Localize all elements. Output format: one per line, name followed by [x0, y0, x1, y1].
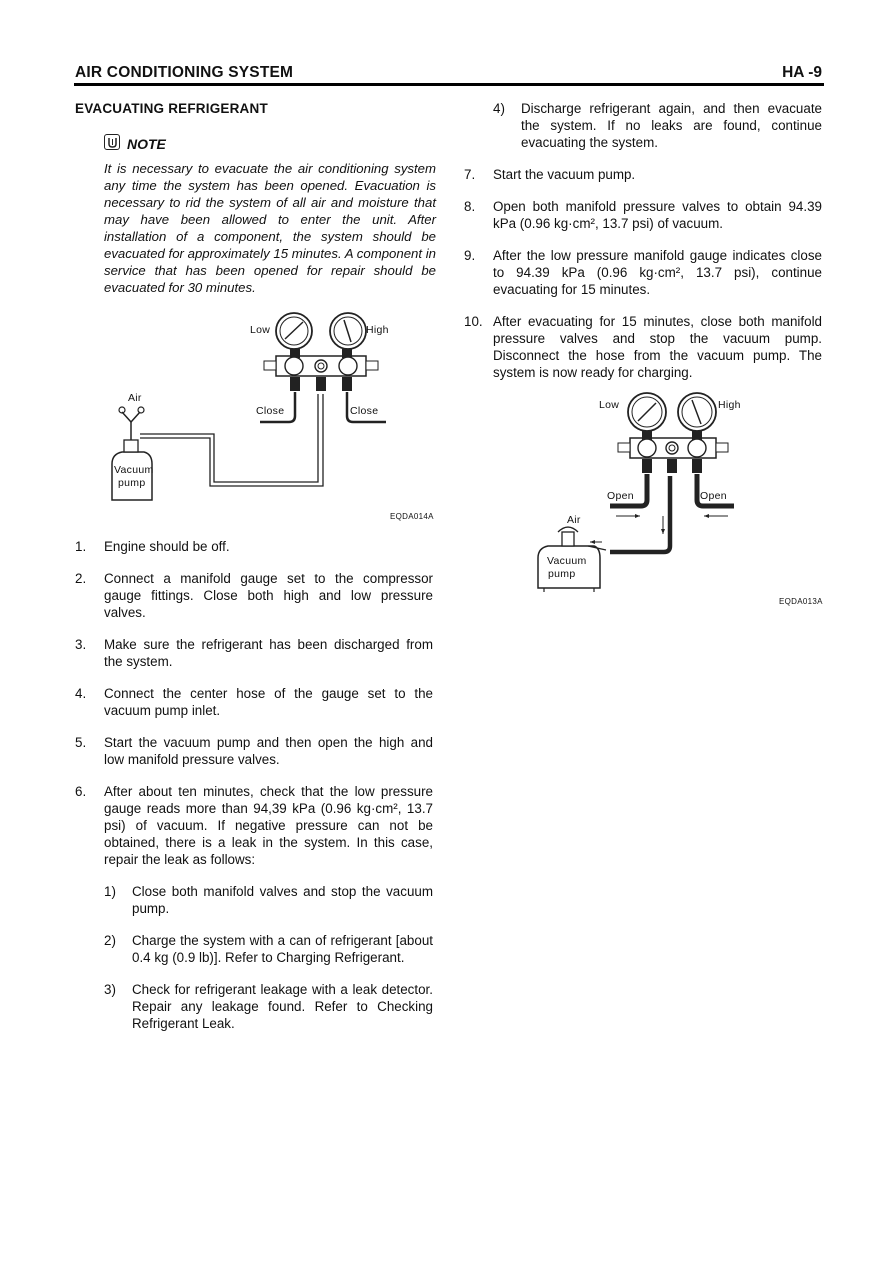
substep-text: Close both manifold valves and stop the vacuum pump.: [132, 884, 433, 916]
list-item: [464, 198, 822, 232]
step-text: After evacuating for 15 minutes, close both manifold pressure valves and stop the vacuum pump. Disconnect the hose from the vacuum pump. The system is now ready for charging.: [493, 314, 822, 380]
vacuum-pump-label-2: pump: [118, 477, 146, 489]
header-rule: [74, 83, 824, 86]
manifold-closed-diagram: [104, 304, 444, 522]
list-item: [464, 166, 822, 183]
list-item: [104, 883, 433, 917]
step-number: 1.: [75, 539, 87, 554]
vacuum-pump-label: Vacuum: [547, 555, 587, 567]
list-item: [75, 570, 433, 621]
list-item: [104, 932, 433, 966]
high-gauge-label: High: [366, 324, 389, 336]
figure-code: EQDA013A: [779, 597, 823, 606]
steps-left-list: [75, 538, 433, 1032]
steps-right-list: [464, 100, 822, 381]
substep-number: 2): [104, 933, 116, 948]
step-number: 10.: [464, 314, 483, 329]
step-number: 2.: [75, 571, 87, 586]
close-left-label: Close: [256, 405, 285, 417]
list-item: [75, 538, 433, 555]
substep-number: 4): [493, 101, 505, 116]
list-item: [75, 685, 433, 719]
substep-number: 1): [104, 884, 116, 899]
list-item: [464, 247, 822, 298]
step-text: Connect a manifold gauge set to the compressor gauge fittings. Close both high and low pressure valves.: [104, 571, 433, 620]
step-number: 3.: [75, 637, 87, 652]
air-label: Air: [567, 514, 581, 526]
step-number: 9.: [464, 248, 476, 263]
high-gauge-label: High: [718, 399, 741, 411]
step-text: Connect the center hose of the gauge set to the vacuum pump inlet.: [104, 686, 433, 718]
step-text: After about ten minutes, check that the low pressure gauge reads more than 94,39 kPa (0.96 kg·cm², 13.7 psi) of vacuum. If negative pressure can not be obtained, there is a leak in the system. In this case, repair the leak as follows:: [104, 784, 433, 867]
list-item: [493, 100, 822, 151]
substep-text: Charge the system with a can of refrigerant [about 0.4 kg (0.9 lb)]. Refer to Charging Refrigerant.: [132, 933, 433, 965]
list-item: [104, 981, 433, 1032]
vacuum-pump-label-2: pump: [548, 568, 576, 580]
step-number: 6.: [75, 784, 87, 799]
step-text: Engine should be off.: [104, 539, 230, 554]
substep-text: Discharge refrigerant again, and then evacuate the system. If no leaks are found, continue evacuating the system.: [521, 101, 822, 150]
step-text: Make sure the refrigerant has been discharged from the system.: [104, 637, 433, 669]
step-number: 8.: [464, 199, 476, 214]
step-text: Start the vacuum pump.: [493, 167, 636, 182]
page-header-title: AIR CONDITIONING SYSTEM: [75, 64, 294, 81]
step-number: 5.: [75, 735, 87, 750]
step-text: Open both manifold pressure valves to obtain 94.39 kPa (0.96 kg·cm², 13.7 psi) of vacuum.: [493, 199, 822, 231]
open-right-label: Open: [700, 490, 727, 502]
section-title: EVACUATING REFRIGERANT: [75, 101, 268, 116]
list-item: [75, 734, 433, 768]
low-gauge-label: Low: [250, 324, 271, 336]
substep-text: Check for refrigerant leakage with a leak detector. Repair any leakage found. Refer to Checking Refrigerant Leak.: [132, 982, 433, 1031]
substep-number: 3): [104, 982, 116, 997]
page-number: HA -9: [782, 64, 822, 81]
note-label: NOTE: [127, 136, 166, 152]
close-right-label: Close: [350, 405, 379, 417]
step-number: 4.: [75, 686, 87, 701]
note-text: It is necessary to evacuate the air conditioning system any time the system has been opened. Evacuation is necessary to rid the system of all air and moisture that may have been allowed to enter the unit. After installation of a component, the system should be evacuated for approximately 15 minutes. A component in service that has been opened for repair should be evacuated for 30 minutes.: [104, 161, 436, 295]
vacuum-pump-label: Vacuum: [114, 464, 154, 476]
note-icon: [104, 134, 120, 150]
low-gauge-label: Low: [599, 399, 620, 411]
step-number: 7.: [464, 167, 476, 182]
air-label: Air: [128, 392, 142, 404]
list-item: [464, 313, 822, 381]
manifold-open-diagram: [530, 388, 840, 610]
figure-code: EQDA014A: [390, 512, 434, 521]
list-item: [75, 783, 433, 868]
step-text: Start the vacuum pump and then open the high and low manifold pressure valves.: [104, 735, 433, 767]
open-left-label: Open: [607, 490, 634, 502]
step-text: After the low pressure manifold gauge indicates close to 94.39 kPa (0.96 kg·cm², 13.7 psi), continue evacuating for 15 minutes.: [493, 248, 822, 297]
list-item: [75, 636, 433, 670]
